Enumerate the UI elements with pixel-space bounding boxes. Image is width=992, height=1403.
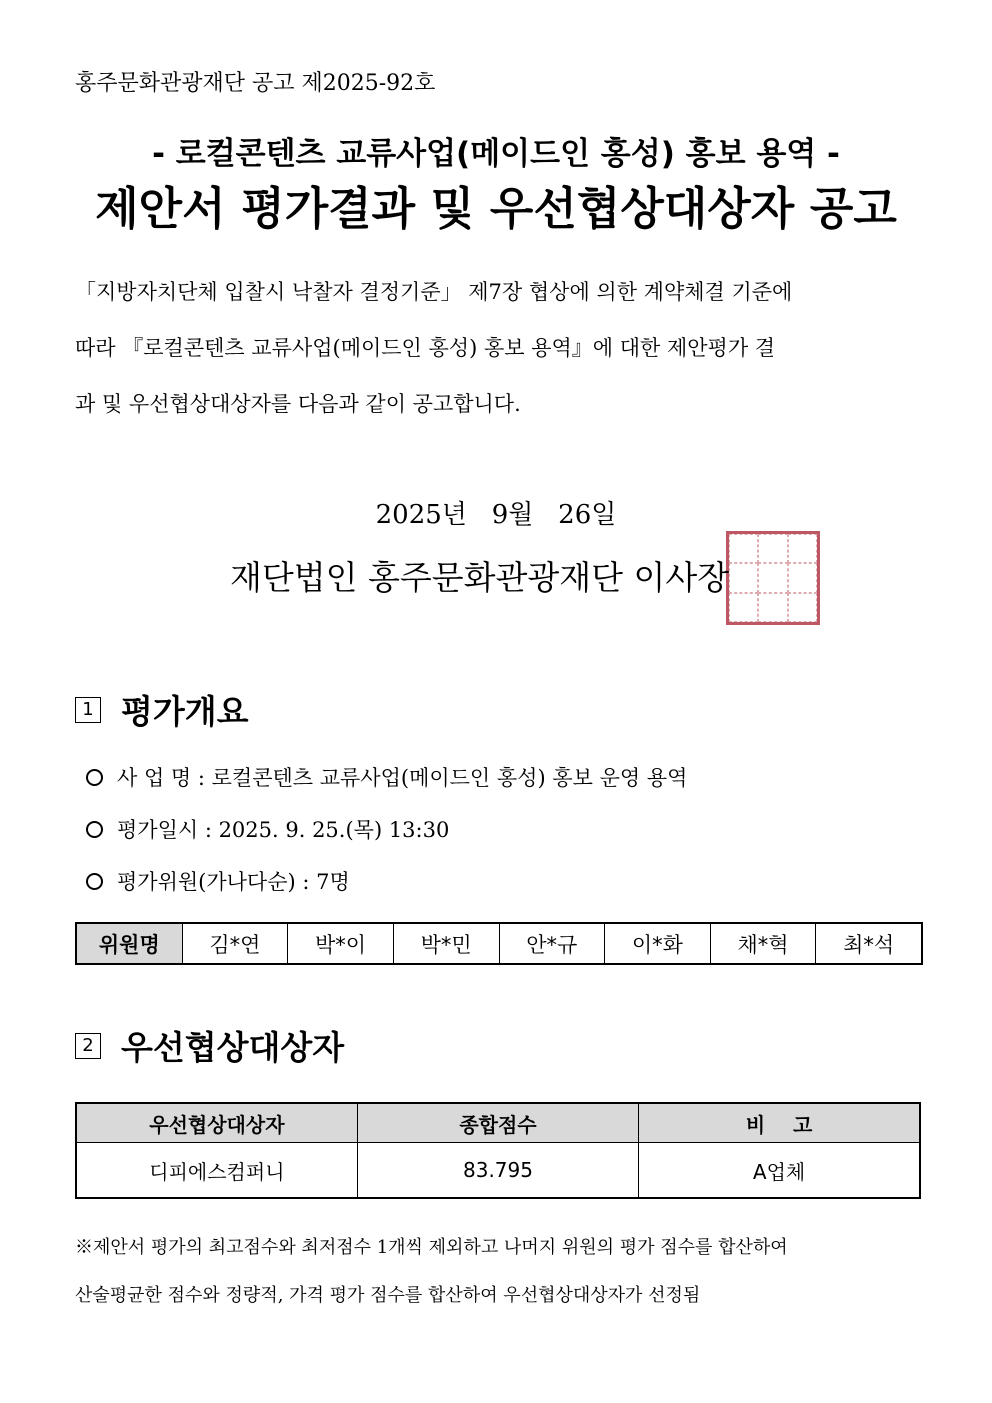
table-header-row (76, 1103, 920, 1143)
total-score-cell: 83.795 (357, 1143, 638, 1199)
column-header: 우선협상대상자 (76, 1103, 357, 1143)
intro-paragraph (75, 264, 920, 432)
intro-line: 과 및 우선협상대상자를 다음과 같이 공고합니다. (75, 392, 521, 416)
section-preferred-bidder (75, 1022, 344, 1069)
footnote-line: 산술평균한 점수와 정량적, 가격 평가 점수를 합산하여 우선협상대상자가 선정됨 (75, 1285, 701, 1306)
footnote-line: ※제안서 평가의 최고점수와 최저점수 1개씩 제외하고 나머지 위원의 평가 점수를 합산하여 (75, 1237, 788, 1258)
section-title: 평가개요 (121, 692, 249, 731)
bullet-item (86, 866, 350, 896)
bullet-text: 사 업 명 : 로컬콘텐츠 교류사업(메이드인 홍성) 홍보 운영 용역 (117, 766, 688, 790)
bullet-text: 평가일시 : 2025. 9. 25.(목) 13:30 (117, 818, 450, 842)
bidder-name-cell: 디피에스컴퍼니 (76, 1143, 357, 1199)
footnote (75, 1224, 921, 1320)
column-header: 비 고 (639, 1103, 920, 1143)
notice-number: 홍주문화관광재단 공고 제2025-92호 (75, 71, 436, 96)
issuer-name: 재단법인 홍주문화관광재단 이사장 (230, 558, 730, 597)
section-number-box: 1 (75, 697, 101, 723)
section-title: 우선협상대상자 (121, 1028, 345, 1067)
section-number-box: 2 (75, 1033, 101, 1059)
intro-line: 따라 『로컬콘텐츠 교류사업(메이드인 홍성) 홍보 용역』에 대한 제안평가 결 (75, 336, 776, 360)
member-cell: 최*석 (816, 923, 922, 964)
circle-bullet-icon (86, 769, 103, 786)
section-evaluation-overview (75, 686, 249, 733)
table-row (76, 923, 922, 964)
intro-line: 「지방자치단체 입찰시 낙찰자 결정기준」 제7장 협상에 의한 계약체결 기준에 (75, 280, 793, 304)
column-header: 종합점수 (357, 1103, 638, 1143)
circle-bullet-icon (86, 873, 103, 890)
bullet-item (86, 762, 687, 792)
members-header-cell: 위원명 (76, 923, 182, 964)
member-cell: 김*연 (182, 923, 288, 964)
member-cell: 안*규 (499, 923, 605, 964)
result-table (75, 1102, 921, 1199)
members-table (75, 922, 923, 965)
notice-date: 2025년 9월 26일 (375, 500, 617, 530)
table-row (76, 1143, 920, 1199)
remarks-cell: A업체 (639, 1143, 920, 1199)
member-cell: 박*민 (393, 923, 499, 964)
bullet-text: 평가위원(가나다순) : 7명 (117, 870, 350, 894)
member-cell: 이*화 (605, 923, 711, 964)
document-title: 제안서 평가결과 및 우선협상대상자 공고 (95, 182, 897, 235)
member-cell: 채*혁 (710, 923, 816, 964)
document-subtitle: - 로컬콘텐츠 교류사업(메이드인 홍성) 홍보 용역 - (152, 136, 840, 172)
bullet-item (86, 814, 449, 844)
official-seal-icon (726, 531, 820, 625)
member-cell: 박*이 (288, 923, 394, 964)
circle-bullet-icon (86, 821, 103, 838)
